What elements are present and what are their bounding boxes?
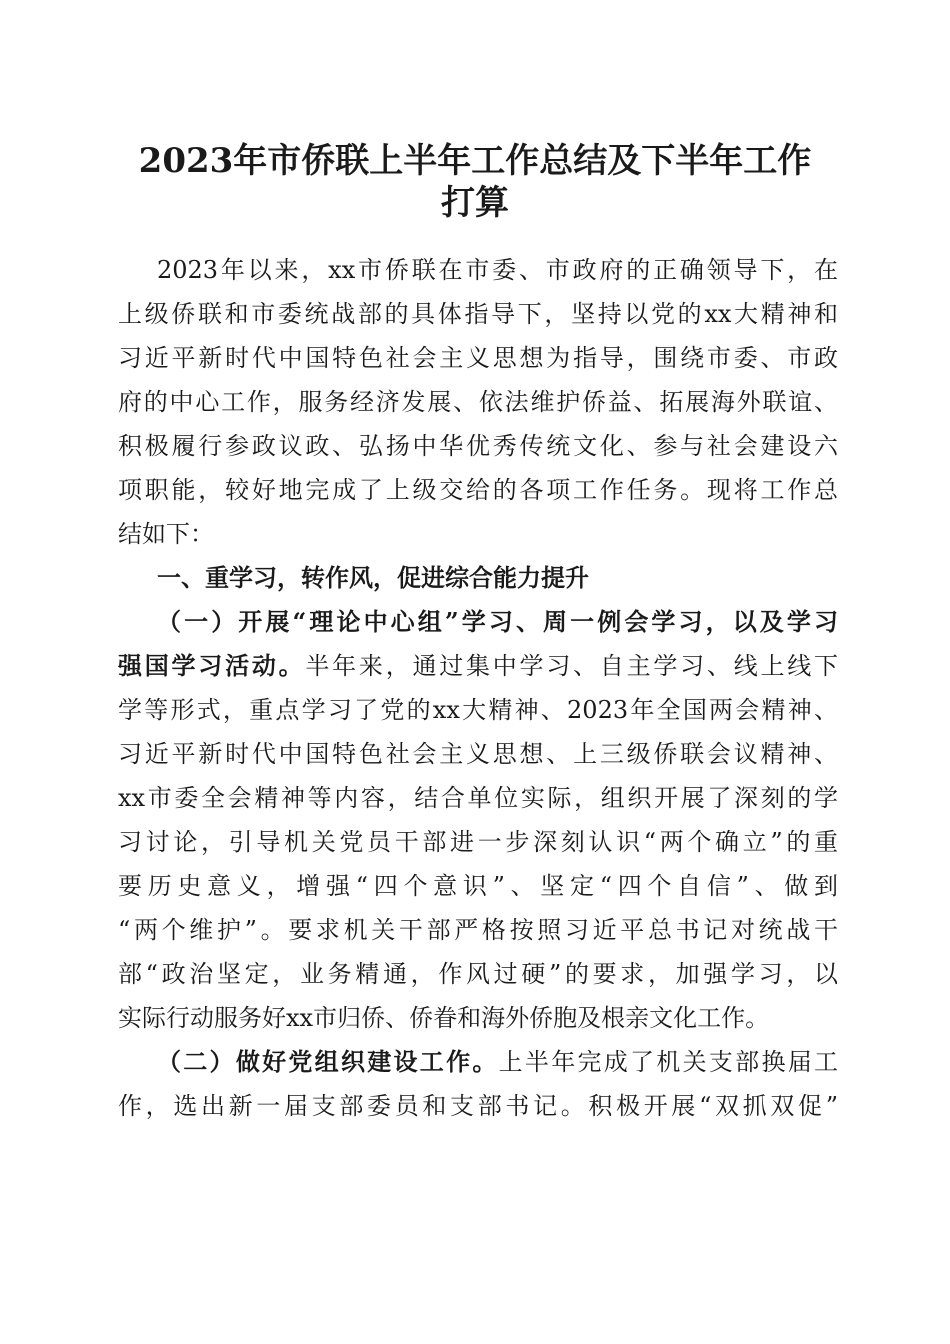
subsection-1-text: 半年来，通过集中学习、自主学习、线上线下 <box>305 652 839 680</box>
document-title-line-2: 打算 <box>441 183 509 223</box>
subsection-1-title: （一）开展“理论中心组”学习、周一例会学习，以及学习 <box>157 607 838 636</box>
body-line: 学等形式，重点学习了党的xx大精神、2023年全国两会精神、 <box>118 696 838 724</box>
body-line: 习近平新时代中国特色社会主义思想、上三级侨联会议精神、 <box>118 740 838 768</box>
body-line: 实际行动服务好xx市归侨、侨眷和海外侨胞及根亲文化工作。 <box>118 1004 770 1032</box>
subsection-2-title: （二）做好党组织建设工作。 <box>157 1047 499 1076</box>
intro-line: 习近平新时代中国特色社会主义思想为指导，围绕市委、市政 <box>118 344 838 372</box>
subsection-2-text: 上半年完成了机关支部换届工 <box>498 1048 838 1076</box>
intro-line: 结如下： <box>118 520 214 548</box>
body-line: 作，选出新一届支部委员和支部书记。积极开展“双抓双促” <box>118 1092 838 1120</box>
subsection-1-title-end: 强国学习活动。 <box>118 651 306 680</box>
intro-line: 府的中心工作，服务经济发展、依法维护侨益、拓展海外联谊、 <box>118 388 838 416</box>
intro-line: 上级侨联和市委统战部的具体指导下，坚持以党的xx大精神和 <box>118 300 838 328</box>
body-line: “两个维护”。要求机关干部严格按照习近平总书记对统战干 <box>118 916 838 944</box>
body-line: xx市委全会精神等内容，结合单位实际，组织开展了深刻的学 <box>118 784 838 812</box>
intro-line: 项职能，较好地完成了上级交给的各项工作任务。现将工作总 <box>118 476 838 504</box>
body-line: 部“政治坚定，业务精通，作风过硬”的要求，加强学习，以 <box>118 960 838 988</box>
section-heading: 一、重学习，转作风，促进综合能力提升 <box>157 563 589 592</box>
intro-line: 2023年以来，xx市侨联在市委、市政府的正确领导下，在 <box>157 256 838 284</box>
subsection-2-line <box>157 1040 838 1084</box>
body-line: 习讨论，引导机关党员干部进一步深刻认识“两个确立”的重 <box>118 828 838 856</box>
body-line: 要历史意义，增强“四个意识”、坚定“四个自信”、做到 <box>118 872 838 900</box>
subsection-1-line <box>118 644 838 688</box>
document-title-line-1: 2023年市侨联上半年工作总结及下半年工作 <box>138 141 812 181</box>
intro-line: 积极履行参政议政、弘扬中华优秀传统文化、参与社会建设六 <box>118 432 838 460</box>
